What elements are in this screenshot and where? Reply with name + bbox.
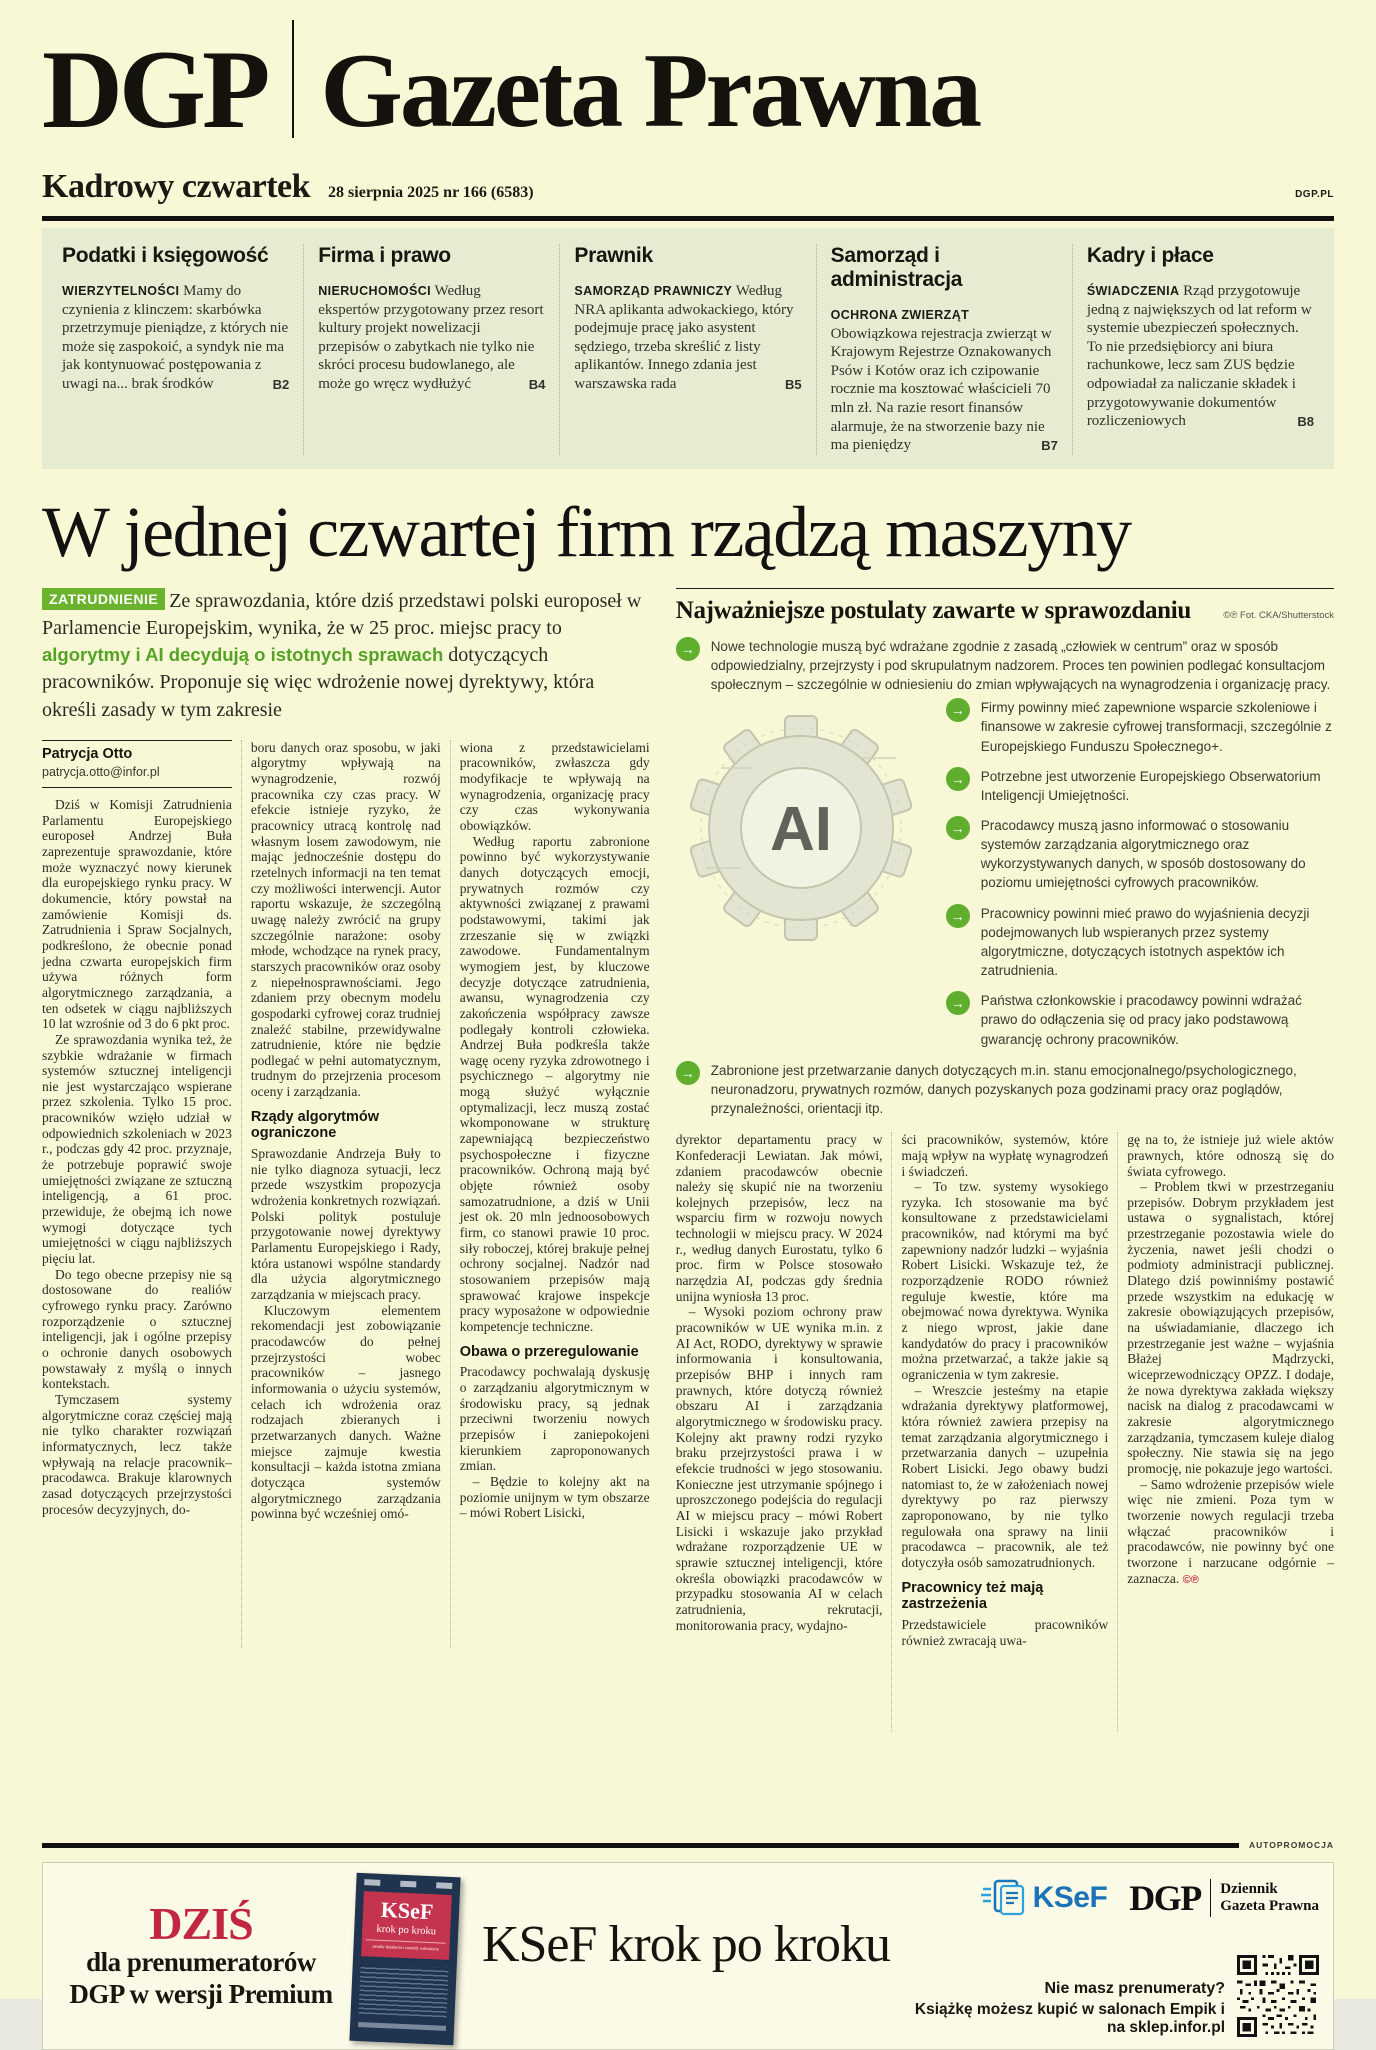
dgp-logo: DGP — [42, 27, 267, 152]
postulate-text: Nowe technologie muszą być wdrażane zgodnie z zasadą „człowiek w centrum” oraz w sposób odpowiedzialny, przejrzysty i pod skrupulatnym nadzorem. Proces ten powinien podlegać konsultacjom społecznym – szczególnie w odniesieniu do zmian wpływających na wynagrodzenia i organizację pracy. — [710, 638, 1331, 693]
article-paragraph: – To tzw. systemy wysokiego ryzyka. Ich stosowanie ma być konsultowane z przedstawicielami pracowników, nad którymi ma być zapewniony nadzór ludzki – wyjaśnia Robert Lisicki. Wskazuje też, że rozporządzenie RODO również reguluje kwestie, które ma obejmować nowa dyrektywa. Wynika z niego wprost, jakie dane kandydatów do pracy i pracowników można przetwarzać, a także jakie są ograniczenia w tym zakresie. — [901, 1179, 1109, 1383]
article-left-half — [42, 588, 650, 1732]
arrow-bullet-icon: → — [946, 991, 970, 1015]
ad-right — [899, 1873, 1319, 2039]
masthead-divider — [292, 20, 294, 138]
arrow-bullet-icon: → — [946, 816, 970, 840]
postulate-text: Pracodawcy muszą jasno informować o stosowaniu systemów zarządzania algorytmicznego oraz wykorzystywanych danych, w sposób dostosowany do poziomu umiejętności cyfrowych pracowników. — [980, 818, 1306, 891]
lead-text-highlight: algorytmy i AI decydują o istotnych sprawach — [42, 644, 444, 666]
postulate-item — [676, 1061, 1334, 1118]
article-column — [241, 740, 450, 1648]
main-grid — [42, 588, 1334, 1732]
ad-book-cover — [345, 1873, 473, 2039]
ad-center — [473, 1873, 899, 2039]
dgp-logo-name — [1220, 1881, 1319, 1915]
postulate-item — [946, 816, 1334, 893]
postulate-text: Państwa członkowskie i pracodawcy powinni wdrażać prawo do odłączenia się od pracy jako podstawową gwarancję ochrony pracowników. — [980, 993, 1302, 1047]
end-mark: ©℗ — [1182, 1573, 1199, 1586]
teaser-column — [303, 244, 559, 455]
photo-credit: ©℗ Fot. CKA/Shutterstock — [1223, 609, 1334, 621]
article-paragraph: – Wreszcie jesteśmy na etapie wdrażania dyrektywy platformowej, która również zawiera przepisy na temat zarządzania algorytmicznego i przetwarzania danych – uzupełnia Robert Lisicki. Jego obawy budzi natomiast to, że w założeniach nowej dyrektywy po raz pierwszy zaproponowano, by nie tylko regulowała ona sprawy na linii pracodawca – pracownik, ale też dotyczyła osób samozatrudnionych. — [901, 1382, 1109, 1570]
postulate-text: Potrzebne jest utworzenie Europejskiego Obserwatorium Inteligencji Umiejętności. — [980, 768, 1321, 803]
article-column — [450, 740, 650, 1648]
teaser-page-ref: B8 — [1297, 414, 1315, 430]
dateline — [42, 168, 1334, 206]
teaser-page-ref: B7 — [1041, 438, 1058, 454]
teaser-page-ref: B5 — [784, 376, 802, 392]
postulate-item — [946, 991, 1334, 1048]
article-paragraph: Pracodawcy pochwalają dyskusję o zarządzaniu algorytmicznym w środowisku pracy, są jednak przeciwni tworzeniu nowych przepisów i zaniepokojeni kierunkiem zaproponowanych zmian. — [459, 1364, 650, 1474]
arrow-bullet-icon: → — [676, 1061, 700, 1085]
article-paragraph: dyrektor departamentu pracy w Konfederacji Lewiatan. Jak mówi, zdaniem pracodawców obecnie należy się skupić nie na tworzeniu kolejnych przepisów, lecz na wsparciu firm w rozwoju nowych technologii w miejscu pracy. W 2024 r., według danych Eurostatu, tylko 6 proc. firm w Polsce stosowało narzędzia AI, podczas gdy średnia unijna wyniosła 13 proc. — [675, 1132, 883, 1304]
dgp-logo-divider — [1210, 1879, 1212, 1917]
dgp-logo-text: DGP — [1129, 1878, 1201, 1919]
edition-name: Kadrowy czwartek — [42, 168, 311, 205]
article-subhead: Obawa o przeregulowanie — [459, 1343, 639, 1360]
article-paragraph: Ze sprawozdania wynika też, że szybkie wdrażanie w firmach systemów sztucznej inteligencji nie jest wystarczająco wspierane przez szkolenia. Tylko 15 proc. pracowników wzięło udział w odpowiednich szkoleniach w 2023 r., podczas gdy 42 proc. przyznaje, że potrzebuje poprawić swoje umiejętności związane ze sztuczną inteligencją, a 61 proc. przewiduje, że obejmą ich nowe wymogi dotyczące tych umiejętności w ciągu najbliższych pięciu lat. — [42, 1031, 232, 1267]
article-paragraph: Według raportu zabronione powinno być wykorzystywanie danych dotyczących emocji, prywatnych rozmów czy aktywności związanej z prawami podstawowymi, takimi jak zrzeszanie się w związki zawodowe. Fundamentalnym wymogiem jest, by kluczowe decyzje dotyczące zatrudnienia, awansu, wynagrodzenia czy zakończenia współpracy zawsze podlegały kontroli człowieka. Andrzej Buła podkreśla także wagę oceny ryzyka zdrowotnego i psychicznego – algorytmy nie mogą służyć wyłącznie optymalizacji, lecz muszą zostać wkomponowane w strukturę zapewniającą bezpieczeństwo psychospołeczne i fizyczne pracowników. Ochroną mają być objęte również osoby samozatrudnione, a dziś w Unii jest ok. 20 mln jednoosobowych firm, co stanowi prawie 10 proc. siły roboczej, której brakuje pełnej ochrony socjalnej. Nadzór nad stosowaniem przepisów mają sprawować krajowe inspekcje pracy wyposażone w odpowiednie kompetencje techniczne. — [459, 833, 650, 1334]
article-column — [891, 1132, 1117, 1732]
book-publisher-marks — [364, 1879, 452, 1889]
qr-code — [1237, 1955, 1319, 2037]
book-subtitle: krok po kroku — [376, 1923, 437, 1938]
top-rule — [42, 216, 1334, 221]
dgp-name-line1: Dziennik — [1220, 1881, 1278, 1898]
teaser-column — [1072, 244, 1328, 455]
teaser-text: ŚWIADCZENIA Rząd przygotowuje jedną z największych od lat reform w systemie ubezpieczeń społecznych. To nie przedsiębiorcy ani biura rachunkowe, lecz sam ZUS będzie odpowiadał za naliczanie składek i przygotowywanie dokumentów rozliczeniowych B8 — [1086, 283, 1315, 430]
ksef-invoice-icon — [981, 1879, 1027, 1917]
teaser-text: NIERUCHOMOŚCI Według ekspertów przygotowany przez resort kultury projekt nowelizacji przepisów o zabytkach nie tylko nie skróci procesu budowlanego, ale może go wręcz wydłużyć B4 — [318, 283, 546, 392]
postulate-item — [676, 637, 1334, 694]
postulate-item — [946, 904, 1334, 981]
teaser-kicker: SAMORZĄD PRAWNICZY — [574, 284, 733, 298]
ad-bottom-row — [899, 1955, 1319, 2037]
article-column — [1117, 1132, 1334, 1732]
teaser-kicker: OCHRONA ZWIERZĄT — [830, 308, 970, 322]
ad-today-label: DZIŚ — [149, 1898, 253, 1950]
teaser-text: WIERZYTELNOŚCI Mamy do czynienia z klinczem: skarbówka przetrzymuje pieniądze, z których nie może się zaspokoić, a syndyk nie ma jak kontynuować postępowania z uwagi na... brak środków B2 — [62, 283, 290, 392]
ad-cta-text — [899, 1980, 1225, 2037]
article-paragraph: – Problem tkwi w przestrzeganiu przepisów. Dobrym przykładem jest ustawa o sygnalistach, której przestrzeganie pozostawia wiele do życzenia, nawet jeśli chodzi o podmioty administracji publicznej. Dlatego dziś powinniśmy postawić przede wszystkim na edukację w zakresie obowiązujących przepisów, na uświadamianie, dlaczego ich przestrzeganie jest ważne – wyjaśnia Błażej Mądrzycki, wiceprzewodniczący OPZZ. I dodaje, że nowa dyrektywa zakłada większy nacisk na dialog z pracodawcami w zakresie algorytmicznego zarządzania, tymczasem kuleje dialog społeczny. Nie stawia się na jego promocję, nie pokazuje jego wartości. — [1127, 1179, 1334, 1476]
article-right-half — [676, 588, 1334, 1732]
teaser-kicker: NIERUCHOMOŚCI — [318, 284, 432, 298]
article-subhead: Pracownicy też mają zastrzeżenia — [901, 1579, 1044, 1613]
postulate-item — [946, 698, 1334, 755]
masthead — [42, 0, 1334, 152]
site-url: DGP.PL — [1295, 189, 1334, 200]
teaser-kicker: WIERZYTELNOŚCI — [62, 284, 180, 298]
article-paragraph: Tymczasem systemy algorytmiczne coraz częściej mają nie tylko charakter rozwiązań informatycznych, lecz także wpływają na relacje pracownik–pracodawca. Brakuje klarownych zasad dotyczących przejrzystości procesów decyzyjnych, do- — [42, 1391, 232, 1517]
ad-subscriber-line-1: dla prenumeratorów — [86, 1947, 316, 1978]
article-column — [676, 1132, 892, 1732]
infographic-title: Najważniejsze postulaty zawarte w sprawozdaniu — [675, 596, 1192, 624]
article-paragraph: – Będzie to kolejny akt na poziomie unijnym w tym obszarze – mówi Robert Lisicki, — [459, 1473, 650, 1521]
ad-subscriber-line-2: DGP w wersji Premium — [69, 1979, 333, 2010]
infographic-panel — [676, 588, 1334, 1118]
lead-paragraph — [42, 588, 650, 724]
book-title: KSeF — [380, 1897, 434, 1925]
byline — [42, 740, 232, 788]
article-column-1 — [42, 740, 241, 1648]
teaser-kicker: ŚWIADCZENIA — [1086, 284, 1180, 298]
section-tag: ZATRUDNIENIE — [42, 588, 165, 610]
book-tagline: zasady działania i metody wdrożenia — [365, 1939, 445, 1951]
arrow-bullet-icon: → — [946, 698, 970, 722]
postulate-list-right — [946, 694, 1334, 1049]
article-paragraph: ści pracowników, systemów, które mają wpływ na wypłatę wynagrodzeń i świadczeń. — [901, 1132, 1109, 1179]
book-toc-lines — [358, 1964, 448, 2020]
footer-rule — [42, 1840, 1334, 1850]
article-columns-left — [42, 740, 650, 1648]
postulate-text: Firmy powinny mieć zapewnione wsparcie szkoleniowe i finansowe w zakresie cyfrowej transformacji, szczególnie z Europejskiego Funduszu Społecznego+. — [980, 700, 1332, 754]
book-title-panel — [361, 1891, 452, 1960]
ksef-ad-banner — [42, 1862, 1334, 2050]
arrow-bullet-icon: → — [946, 767, 970, 791]
ad-buy-line: Książkę możesz kupić w salonach Empik i na sklep.infor.pl — [914, 2001, 1225, 2037]
teaser-page-ref: B4 — [528, 376, 546, 392]
article-paragraph: – Wysoki poziom ochrony praw pracowników w UE wynika m.in. z AI Act, RODO, dyrektywy w sprawie informowania i konsultowania, przepisów BHP i innych ram prawnych, które dotyczą również obszaru AI i zarządzania algorytmicznego w środowisku pracy. Kolejny akt prawny rodzi ryzyko braku przejrzystości prawa i w efekcie trudności w jego stosowaniu. Konieczne jest utrzymanie spójnego i uproszczonego podejścia do regulacji AI w miejscu pracy – mówi Robert Lisicki i wskazuje jako przykład wdrażane rozporządzenie UE w sprawie sztucznej inteligencji, które określa obowiązki pracodawców w przypadku stosowania AI w celach zatrudnienia, rekrutacji, monitorowania pracy, wydajno- — [675, 1304, 883, 1633]
teaser-text: SAMORZĄD PRAWNICZY Według NRA aplikanta adwokackiego, który podejmuje pracę jako asystent sędziego, trzeba skreślić z listy aplikantów. Innego zdania jest warszawska rada B5 — [574, 283, 802, 392]
paper-title: Gazeta Prawna — [320, 32, 980, 150]
arrow-bullet-icon: → — [676, 637, 700, 661]
author-name: Patrycja Otto — [42, 745, 133, 762]
teaser-text: OCHRONA ZWIERZĄT Obowiązkowa rejestracja zwierząt w Krajowym Rejestrze Oznakowanych Psów i Kotów oraz ich czipowanie rocznie ma kosztować właścicieli 70 mln zł. Na razie resort finansów alarmuje, że na stworzenie bazy nie ma pieniędzy B7 — [830, 308, 1058, 454]
main-headline: W jednej czwartej firm rządzą maszyny — [42, 491, 1131, 572]
teaser-section-title: Firma i prawo — [318, 244, 451, 267]
article-subhead: Rządy algorytmów ograniczone — [250, 1108, 379, 1142]
teaser-section-title: Samorząd i administracja — [830, 244, 963, 291]
author-email: patrycja.otto@infor.pl — [42, 764, 160, 779]
teaser-section-title: Kadry i płace — [1086, 244, 1214, 267]
book-footer-line — [358, 2022, 446, 2031]
ad-headline: KSeF krok po kroku — [481, 1916, 891, 1974]
issue-date: 28 sierpnia 2025 nr 166 (6583) — [328, 184, 534, 201]
arrow-bullet-icon: → — [946, 904, 970, 928]
infographic-header — [676, 597, 1334, 625]
ai-label: AI — [769, 795, 832, 865]
teaser-column — [559, 244, 815, 455]
postulate-text: Pracownicy powinni mieć prawo do wyjaśnienia decyzji podejmowanych lub wspieranych przez systemy algorytmiczne, dotyczących istotnych aspektów ich zatrudnienia. — [980, 905, 1310, 979]
teaser-page-ref: B2 — [272, 376, 290, 392]
book-cover — [349, 1873, 460, 2045]
article-paragraph: Dziś w Komisji Zatrudnienia Parlamentu Europejskiego europoseł Andrzej Buła zaprezentuje sprawozdanie, które może wyznaczyć nowy kierunek dla europejskiego rynku pracy. W dokumencie, który powstał na zamówienie Komisji ds. Zatrudnienia i Spraw Socjalnych, podkreślono, że obecnie ponad jedna czwarta europejskich firm używa różnych form algorytmicznego zarządzania, a ten odsetek w ciągu najbliższych 10 lat wzrośnie od 3 do 6 pkt proc. — [42, 797, 232, 1032]
footer-rule-bar — [42, 1843, 1239, 1848]
article-paragraph: Przedstawiciele pracowników również zwracają uwa- — [901, 1616, 1109, 1648]
lead-text-after: dotyczących pracowników. Proponuje się więc wdrożenie nowej dyrektywy, która określi zasady w tym zakresie — [42, 644, 595, 721]
article-paragraph: wiona z przedstawicielami pracowników, zwłaszcza gdy modyfikacje te wpływają na wynagrodzenia, organizację pracy czy czas wykonywania obowiązków. — [459, 739, 650, 833]
teaser-section-title: Podatki i księgowość — [62, 244, 269, 267]
ad-logos-row — [981, 1877, 1319, 1919]
postulate-text: Zabronione jest przetwarzanie danych dotyczących m.in. stanu emocjonalnego/psychologicznego, neuronadzoru, prywatnych rozmów, danych pozyskanych poza godzinami pracy oraz poglądów, przynależności, orientacji itp. — [710, 1062, 1297, 1117]
ai-gear-illustration — [676, 694, 936, 956]
ad-no-subscription-line: Nie masz prenumeraty? — [1044, 1980, 1225, 1998]
teaser-column — [48, 244, 303, 455]
ksef-logo — [981, 1879, 1108, 1917]
dgp-name-line2: Gazeta Prawna — [1220, 1898, 1319, 1915]
dgp-footer-logo — [1129, 1877, 1319, 1919]
article-paragraph: Kluczowym elementem rekomendacji jest zobowiązanie pracodawców do pełnej przejrzystości wobec pracowników – jasnego informowania o użyciu systemów, celach ich wdrożenia oraz rodzajach zbieranych i przetwarzanych danych. Ważne miejsce zajmuje kwestia konsultacji – każda istotna zmiana dotycząca systemów algorytmicznego zarządzania powinna być wcześniej omó- — [250, 1302, 441, 1522]
article-paragraph: Do tego obecne przepisy nie są dostosowane do realiów cyfrowego rynku pracy. Zarówno rozporządzenie o sztucznej inteligencji, jak i ogólne przepisy o ochronie danych osobowych powstawały z myślą o innych kontekstach. — [42, 1266, 232, 1392]
article-paragraph: boru danych oraz sposobu, w jaki algorytmy wpływają na wynagrodzenie, rozwój pracownika czy czas pracy. W efekcie istnieje ryzyko, że pracownicy utracą kontrolę nad własnym losem zawodowym, nie mając jednocześnie dostępu do rzetelnych informacji na ten temat czy możliwości interwencji. Autor raportu wskazuje, że szczególną uwagę należy zwrócić na grupy szczególnie narażone: osoby młode, wchodzące na rynek pracy, starszych pracowników oraz osoby z niepełnosprawnościami. Jego zdaniem przy obecnym modelu gospodarki cyfrowej coraz trudniej znaleźć stabilne, przewidywalne zatrudnienie, które nie będzie podlegać w pełni automatycznym, trudnym do przejrzenia procesom oceny i zarządzania. — [250, 739, 441, 1100]
autopromo-label: AUTOPROMOCJA — [1248, 1840, 1334, 1851]
ai-gear-graphic — [676, 694, 936, 956]
teaser-section-title: Prawnik — [574, 244, 653, 267]
postulate-item — [946, 767, 1334, 805]
lead-text-before: Ze sprawozdania, które dziś przedstawi polski europoseł w Parlamencie Europejskim, wynika, że w 25 proc. miejsc pracy to — [42, 589, 642, 639]
ksef-logo-text: KSeF — [1032, 1881, 1108, 1915]
teaser-column — [816, 244, 1072, 455]
article-columns-right — [676, 1132, 1334, 1732]
teaser-band — [42, 228, 1334, 469]
infographic-middle — [676, 694, 1334, 1049]
article-paragraph: gę na to, że istnieje już wiele aktów prawnych, które odnoszą się do świata cyfrowego. — [1127, 1132, 1334, 1179]
article-paragraph: – Samo wdrożenie przepisów wiele więc nie zmieni. Poza tym w tworzenie nowych regulacji trzeba włączać pracowników i pracodawców, nie powinny być one tworzone i narzucane odgórnie – zaznacza. ©℗ — [1127, 1476, 1334, 1586]
ad-left-text — [57, 1873, 345, 2039]
article-paragraph: Sprawozdanie Andrzeja Buły to nie tylko diagnoza sytuacji, lecz przede wszystkim propozycja wdrożenia konkretnych rozwiązań. Polski polityk postuluje przygotowanie nowej dyrektywy Parlamentu Europejskiego i Rady, która ustanowi wspólne standardy dla użycia algorytmicznego zarządzania w miejscach pracy. — [250, 1146, 441, 1303]
